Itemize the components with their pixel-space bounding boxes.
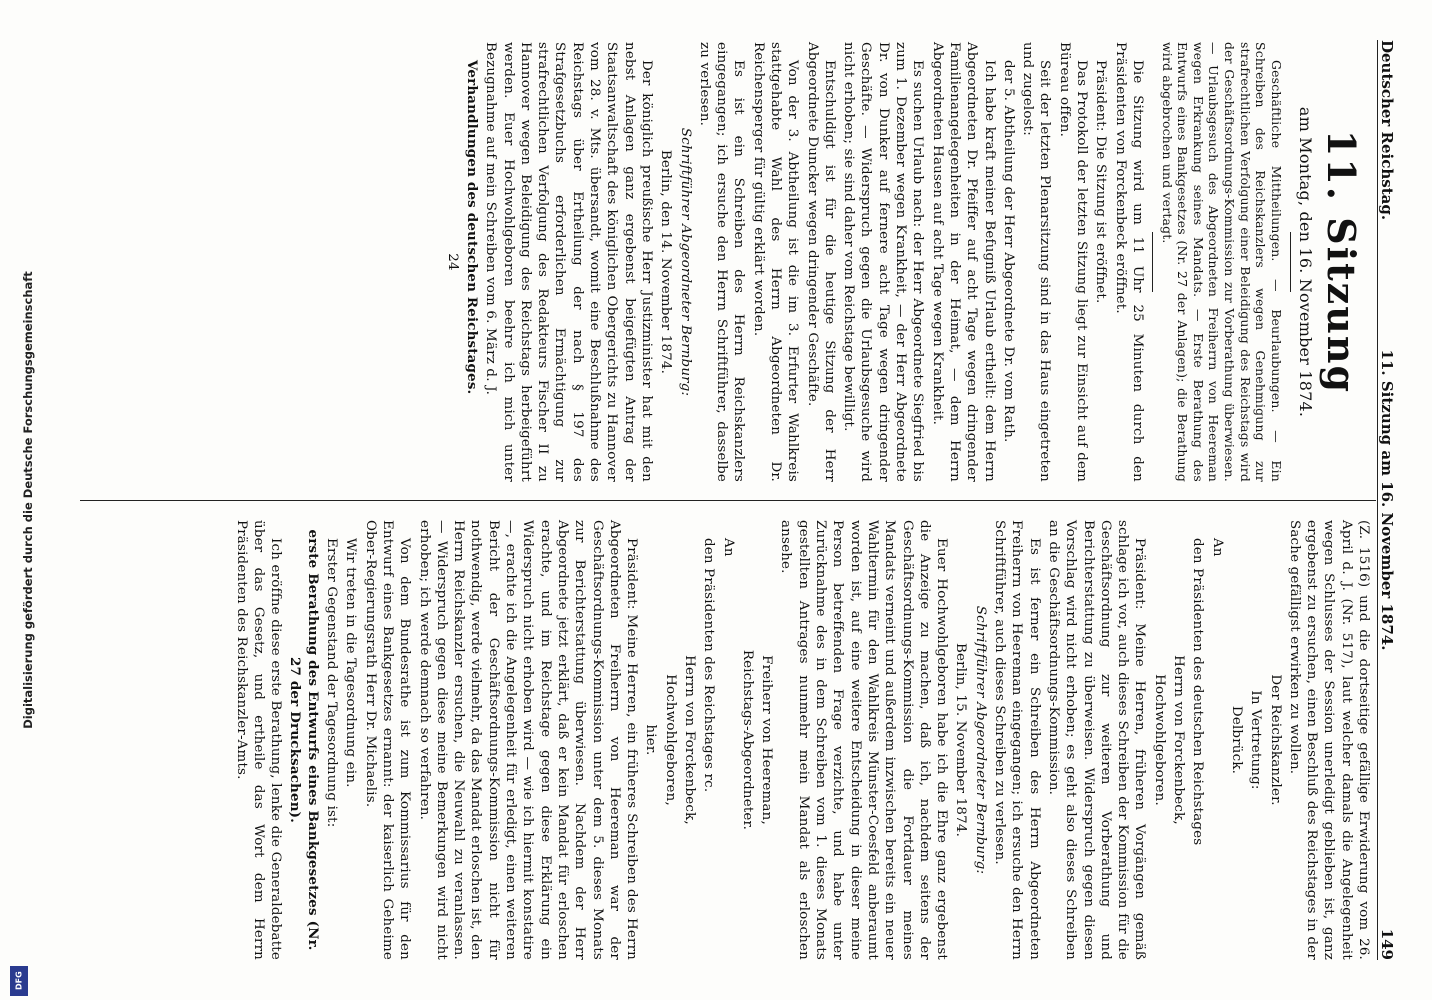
footnote-marker: 24 <box>444 253 460 271</box>
paragraph: Ich habe kraft meiner Befugniß Urlaub ertheilt: dem Herrn Abgeordneten Dr. Pfeiffer auf acht Tage wegen dringender Familienangelegenheiten in der Heimat, — dem Herrn Abgeordneten Hausen auf acht Tage wegen Krankheit. <box>929 42 997 482</box>
signature-line: Der Reichskanzler. <box>1267 674 1283 806</box>
paragraph: Euer Hochwohlgeboren habe ich die Ehre ganz ergebenst die Anzeige zu machen, daß ich, nachdem seitens der Geschäftsordnungs-Kommission die Fortdauer meines Mandats verneint und außerdem inzwischen bereits ein neuer Wahltermin für den Wahlkreis Münster-Coesfeld anberaumt worden ist, auf eine weitere Entscheidung in dieser meine Person betreffenden Frage verzichte, und habe unter Zurücknahme des in dem Schreiben vom 1. dieses Monats gestellten Antrages nunmehr mein Mandat als erloschen ansehe. <box>778 520 950 960</box>
agenda-item: erste Berathung des Entwurfs eines Bankgesetzes (Nr. 27 der Drucksachen). <box>287 529 321 951</box>
paragraph: Verhandlungen des deutschen Reichstages. <box>463 60 480 395</box>
rule <box>1290 232 1291 292</box>
column-divider <box>80 500 1376 501</box>
rule <box>1152 232 1153 292</box>
address-line: Herrn von Forckenbeck, <box>1171 655 1187 825</box>
paragraph: Das Protokoll der letzten Sitzung liegt zur Einsicht auf dem Büreau offen. <box>1056 42 1090 482</box>
paragraph: Entschuldigt ist für die heutige Sitzung der Herr Abgeordnete Duncker wegen dringender Geschäfte. <box>804 42 837 482</box>
paragraph: Präsident: Die Sitzung ist eröffnet. <box>1093 60 1109 304</box>
address-line: An <box>1209 538 1225 557</box>
digitization-credit <box>8 0 48 1000</box>
paragraph: Berlin, 15. November 1874. <box>953 642 969 838</box>
left-column <box>441 42 1372 482</box>
address-line: Hochwohlgeboren. <box>1151 674 1167 806</box>
signature-line: Freiherr von Heereman, <box>759 655 775 825</box>
paragraph: Schriftführer Abgeordneter Bernburg: <box>677 127 693 397</box>
address-line: hier. <box>643 724 659 756</box>
paragraph: Von dem Bundesrathe ist zum Kommissarius für den Entwurf eines Bankgesetzes ernannt: der kaiserlich Geheime Ober-Regierungsrath Herr Dr. Michaelis. <box>362 520 413 960</box>
page-number: 149 <box>1378 928 1396 960</box>
paragraph: Es ist ferner ein Schreiben des Herrn Abgeordneten Freiherrn von Heereman eingegangen; ich ersuche den Herrn Schriftführer, auch dieses Schreiben zu verlesen. <box>992 520 1042 960</box>
paragraph: Es ist ein Schreiben des Herrn Reichskanzlers eingegangen; ich ersuche den Herrn Schriftführer, dasselbe zu verlesen. <box>696 42 747 482</box>
paragraph: (Z. 1516) und die dortseitige gefällige Erwiderung vom 26. April d. J. (Nr. 517), laut welcher damals die Angelegenheit wegen Schlusses der Session unerledigt geblieben ist, ganz ergebenst zu ersuchen, einen Beschluß des Reichstages in der Sache gefälligst erwirken zu wollen. <box>1286 520 1371 960</box>
session-date: am Montag, den 16. November 1874. <box>1296 106 1315 418</box>
paragraph: Wir treten in die Tagesordnung ein. <box>343 538 359 788</box>
address-line: Herrn von Forckenbeck, <box>682 655 698 825</box>
paragraph: Der königlich preußische Herr Justizminister hat mit den nebst Anlagen ganz ergebenst beigefügten Antrag der Staatsanwaltschaft des königlichen Obergerichts zu Hannover vom 28. v. Mts. übersandt, womit eine Beschlußnahme des Reichstags über Ertheilung der nach § 197 des Strafgesetzbuchs erforderlichen Ermächtigung zur strafrechtlichen Verfolgung des Redakteurs Fischer II zu Hannover wegen Beleidigung des Reichstags herbeigeführt werden. Euer Hochwohlgeboren beehre ich mich unter Bezugnahme auf mein Schreiben vom 6. März d. J. <box>483 42 654 482</box>
signature-line: Reichstags-Abgeordneter. <box>739 649 755 831</box>
signature-line: In Vertretung: <box>1248 690 1264 790</box>
paragraph: Schriftführer Abgeordneter Bernburg: <box>972 605 988 875</box>
header-center: 11. Sitzung am 16. November 1874. <box>1378 349 1396 651</box>
credit-text: Digitalisierung gefördert durch die Deutsche Forschungsgemeinschaft <box>21 271 35 729</box>
address-line: Hochwohlgeboren, <box>662 674 678 806</box>
summary-paragraph: Geschäftliche Mittheilungen. — Beurlaubungen. — Ein Schreiben des Reichskanzlers wegen Genehmigung zur strafrechtlichen Verfolgung einer Beleidigung des Reichstags wird der Geschäftsordnungs-Kommission zur Vorberathung überwiesen. — Urlaubsgesuch des Abgeordneten Freiherrn von Heereman wegen Erkrankung seines Mandats. — Erste Berathung des Entwurfs eines Bankgesetzes (Nr. 27 der Anlagen); die Berathung wird abgebrochen und vertagt. <box>1159 42 1284 482</box>
paragraph: Seit der letzten Plenarsitzung sind in das Haus eingetreten und zugelost: <box>1020 42 1053 482</box>
running-header <box>1377 40 1404 960</box>
address-line: An <box>720 538 736 557</box>
paragraph: Präsident: Meine Herren, früheren Vorgängen gemäß schlage ich vor, auch dieses Schreiben der Kommission für die Geschäftsordnung zur weiteren Vorberathung und Berichterstattung zu überweisen. Widerspruch gegen diesen Vorschlag wird nicht erhoben; es geht also dieses Schreiben an die Geschäftsordnungs-Kommission. <box>1045 520 1148 960</box>
address-line: den Präsidenten des Reichstages rc. <box>701 538 717 793</box>
paragraph: Von der 3. Abtheilung ist die im 3. Erfurter Wahlkreis stattgehabte Wahl des Herrn Abgeordneten Dr. Reichensperger für gültig erklärt worden. <box>750 42 801 482</box>
signature-line: Delbrück. <box>1228 705 1244 775</box>
session-title: 11. Sitzung <box>1319 129 1364 395</box>
paragraph: Die Sitzung wird um 11 Uhr 25 Minuten durch den Präsidenten von Forckenbeck eröffnet. <box>1112 42 1145 482</box>
header-left: Deutscher Reichstag. <box>1378 40 1396 221</box>
paragraph: Berlin, den 14. November 1874. <box>658 149 674 375</box>
right-column <box>230 520 1372 960</box>
paragraph: Erster Gegenstand der Tagesordnung ist: <box>324 538 340 828</box>
paragraph: Präsident: Meine Herren, ein früheres Schreiben des Herrn Abgeordneten Freiherrn von Heereman war der Geschäftsordnungs-Kommission unter dem 5. dieses Monats zur Berichterstattung überwiesen. Nachdem der Herr Abgeordnete jetzt erklärt, daß er kein Mandat für erloschen erachte, und im Reichstage gegen diese Erklärung ein Widerspruch nicht erhoben wird — wie ich hiermit konstatire —, erachte ich die Angelegenheit für erledigt, einen weiteren Bericht der Geschäftsordnungs-Kommission nicht für nothwendig, werde vielmehr, da das Mandat erloschen ist, den Herrn Reichskanzler ersuchen, die Neuwahl zu veranlassen. — Widerspruch gegen diese meine Bemerkungen wird nicht erhoben; ich werde demnach so verfahren. <box>416 520 640 960</box>
paragraph: Es suchen Urlaub nach: der Herr Abgeordnete Siegfried bis zum 1. Dezember wegen Krankheit, — der Herr Abgeordnete Dr. von Dunker auf fernere acht Tage wegen dringender Geschäfte. — Widerspruch gegen die Urlaubsgesuche wird nicht erhoben; sie sind daher vom Reichstage bewilligt. <box>841 42 926 482</box>
address-line: den Präsidenten des deutschen Reichstages <box>1190 538 1206 846</box>
dfg-logo: DFG <box>10 966 28 996</box>
paragraph: Ich eröffne diese erste Berathung, lenke die Generaldebatte über das Gesetz, und ertheile das Wort dem Herrn Präsidenten des Reichskanzler-Amts. <box>233 520 284 960</box>
printed-sheet <box>52 0 1432 1000</box>
paragraph: der 5. Abtheilung der Herr Abgeordnete Dr. vom Rath. <box>1000 60 1016 443</box>
